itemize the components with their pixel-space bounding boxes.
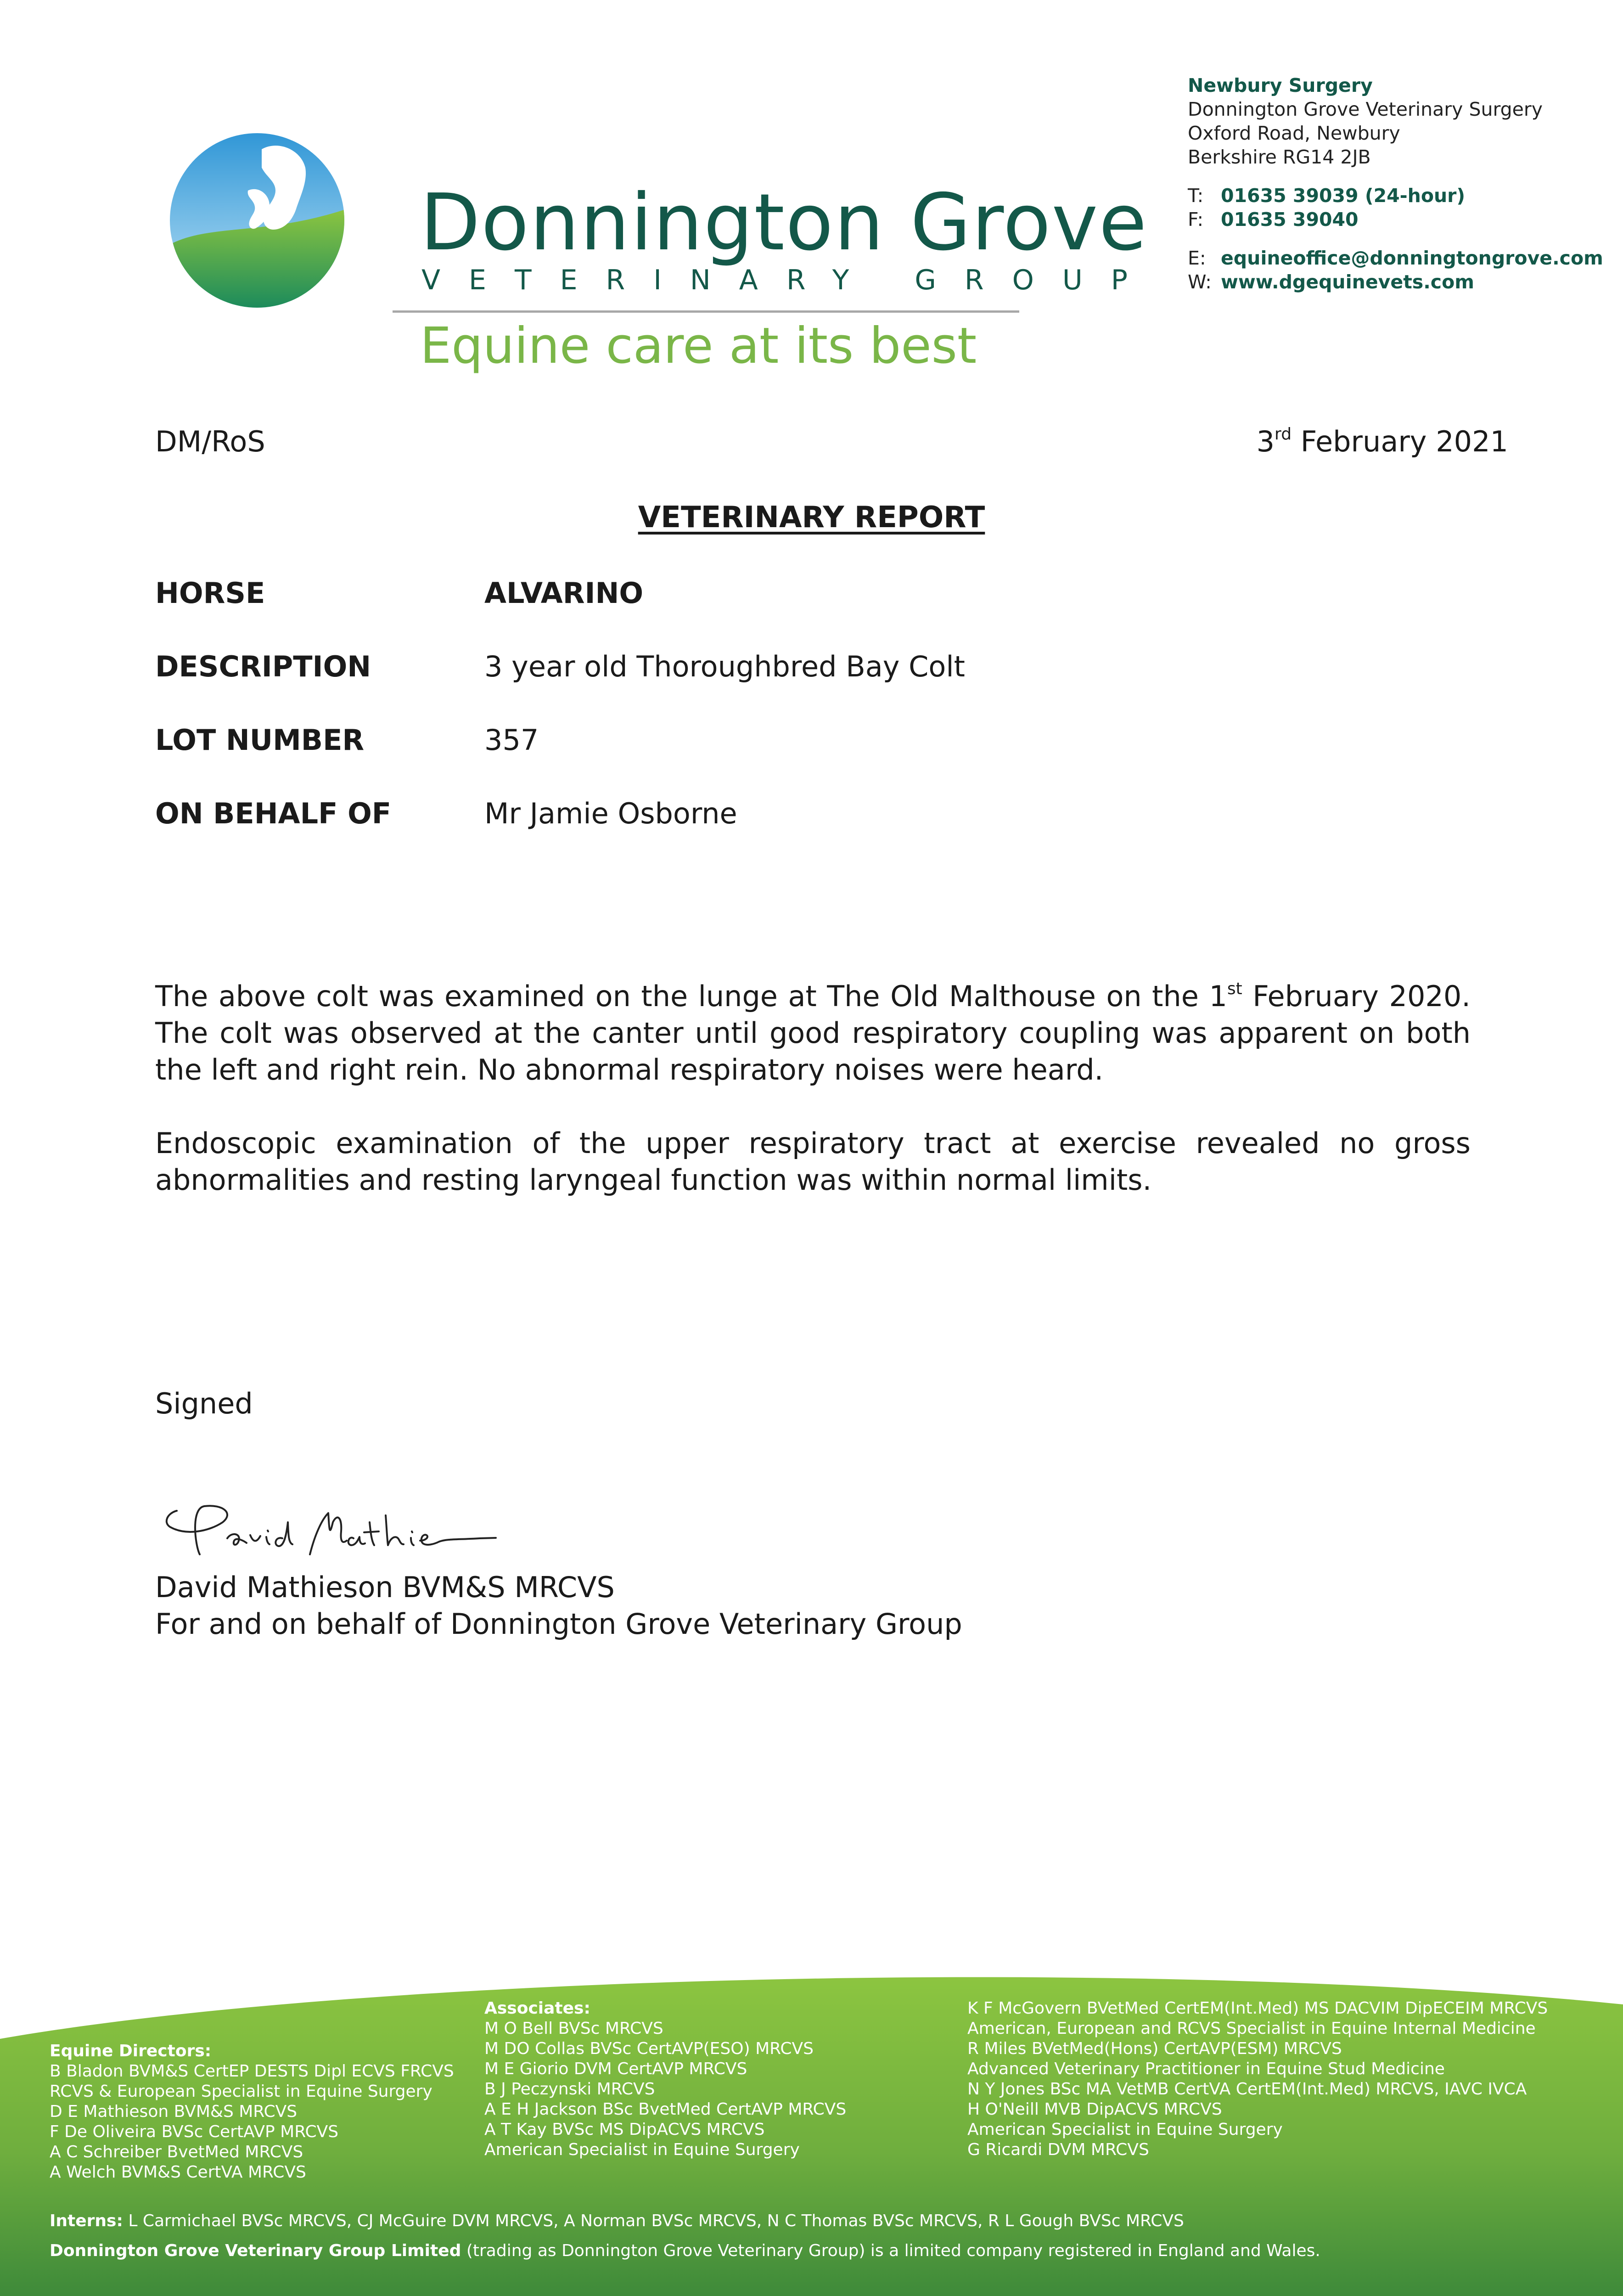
associate-line: A E H Jackson BSc BvetMed CertAVP MRCVS — [484, 2100, 847, 2119]
associates-block — [484, 1998, 846, 2160]
associate-line: G Ricardi DVM MRCVS — [967, 2140, 1149, 2159]
director-line: RCVS & European Specialist in Equine Surgery — [50, 2082, 432, 2101]
phone-row — [1188, 184, 1603, 208]
associates-block-2 — [967, 1998, 1548, 2160]
email-row — [1188, 246, 1603, 270]
directors-block — [50, 2041, 454, 2183]
website-link[interactable]: www.dgequinevets.com — [1221, 271, 1474, 293]
company-line: Donnington Grove Veterinary Group Limited (trading as Donnington Grove Veterinary Group) is a limited company registered in England and Wales. — [50, 2241, 1320, 2260]
web-row — [1188, 270, 1603, 294]
fax-row — [1188, 208, 1603, 231]
associate-line: American Specialist in Equine Surgery — [967, 2120, 1283, 2139]
associate-line: A T Kay BVSc MS DipACVS MRCVS — [484, 2120, 765, 2139]
associate-line: American, European and RCVS Specialist in Equine Internal Medicine — [967, 2019, 1536, 2038]
associate-line: H O'Neill MVB DipACVS MRCVS — [967, 2100, 1222, 2119]
paragraph-examination: The above colt was examined on the lunge at The Old Malthouse on the 1st February 2020. The colt was observed at the canter until good respiratory coupling was apparent on both the left and right rein. No abnormal respiratory noises were heard. — [155, 979, 1471, 1086]
associate-line: M DO Collas BVSc CertAVP(ESO) MRCVS — [484, 2039, 814, 2058]
field-label-horse: HORSE — [155, 576, 265, 610]
field-label-on-behalf-of: ON BEHALF OF — [155, 797, 392, 830]
field-value-description: 3 year old Thoroughbred Bay Colt — [484, 650, 965, 683]
letter-date: 3rd February 2021 — [1256, 425, 1508, 458]
brand-name: Donnington Grove — [420, 177, 1148, 268]
signed-label: Signed — [155, 1387, 253, 1420]
field-value-on-behalf-of: Mr Jamie Osborne — [484, 797, 737, 830]
brand-subtitle: VETERINARY GROUP — [421, 264, 1156, 296]
signatory-behalf: For and on behalf of Donnington Grove Veterinary Group — [155, 1607, 962, 1641]
paragraph-endoscopy: Endoscopic examination of the upper respiratory tract at exercise revealed no gross abnormalities and resting laryngeal function was within normal limits. — [155, 1126, 1471, 1197]
field-value-horse: ALVARINO — [484, 576, 644, 610]
logo-mark — [168, 131, 347, 310]
director-line: A C Schreiber BvetMed MRCVS — [50, 2143, 303, 2161]
field-label-lot-number: LOT NUMBER — [155, 723, 365, 757]
fax-number: 01635 39040 — [1221, 208, 1359, 231]
brand-tagline: Equine care at its best — [420, 317, 977, 375]
report-title: VETERINARY REPORT — [638, 501, 985, 535]
associate-line: M E Giorio DVM CertAVP MRCVS — [484, 2060, 747, 2078]
associates-heading: Associates: — [484, 1999, 590, 2018]
directors-heading: Equine Directors: — [50, 2042, 212, 2060]
associate-line: B J Peczynski MRCVS — [484, 2080, 655, 2099]
field-label-description: DESCRIPTION — [155, 650, 371, 683]
associate-line: N Y Jones BSc MA VetMB CertVA CertEM(Int.Med) MRCVS, IAVC IVCA — [967, 2080, 1527, 2099]
director-line: B Bladon BVM&S CertEP DESTS Dipl ECVS FRCVS — [50, 2062, 454, 2081]
email-label: E: — [1188, 247, 1206, 269]
phone-label: T: — [1188, 185, 1204, 207]
email-link[interactable]: equineoffice@donningtongrove.com — [1221, 247, 1603, 269]
phone-number[interactable]: 01635 39039 (24-hour) — [1221, 185, 1466, 207]
director-line: F De Oliveira BVSc CertAVP MRCVS — [50, 2122, 339, 2141]
address-line: Donnington Grove Veterinary Surgery — [1188, 98, 1543, 120]
contact-block — [1188, 73, 1603, 294]
associate-line: Advanced Veterinary Practitioner in Equine Stud Medicine — [967, 2060, 1445, 2078]
associate-line: M O Bell BVSc MRCVS — [484, 2019, 663, 2038]
signatory-name: David Mathieson BVM&S MRCVS — [155, 1570, 615, 1604]
brand-divider — [393, 310, 1019, 313]
fax-label: F: — [1188, 208, 1204, 231]
signature — [158, 1495, 500, 1564]
surgery-name: Newbury Surgery — [1188, 74, 1373, 96]
director-line: A Welch BVM&S CertVA MRCVS — [50, 2163, 306, 2182]
address-line: Berkshire RG14 2JB — [1188, 146, 1371, 168]
web-label: W: — [1188, 271, 1212, 293]
associate-line: K F McGovern BVetMed CertEM(Int.Med) MS DACVIM DipECEIM MRCVS — [967, 1999, 1548, 2018]
interns-line: Interns: L Carmichael BVSc MRCVS, CJ McGuire DVM MRCVS, A Norman BVSc MRCVS, N C Thomas BVSc MRCVS, R L Gough BVSc MRCVS — [50, 2212, 1184, 2230]
field-value-lot-number: 357 — [484, 723, 539, 757]
address-line: Oxford Road, Newbury — [1188, 122, 1400, 144]
letter-reference: DM/RoS — [155, 425, 265, 458]
associate-line: American Specialist in Equine Surgery — [484, 2140, 800, 2159]
director-line: D E Mathieson BVM&S MRCVS — [50, 2102, 298, 2121]
associate-line: R Miles BVetMed(Hons) CertAVP(ESM) MRCVS — [967, 2039, 1342, 2058]
